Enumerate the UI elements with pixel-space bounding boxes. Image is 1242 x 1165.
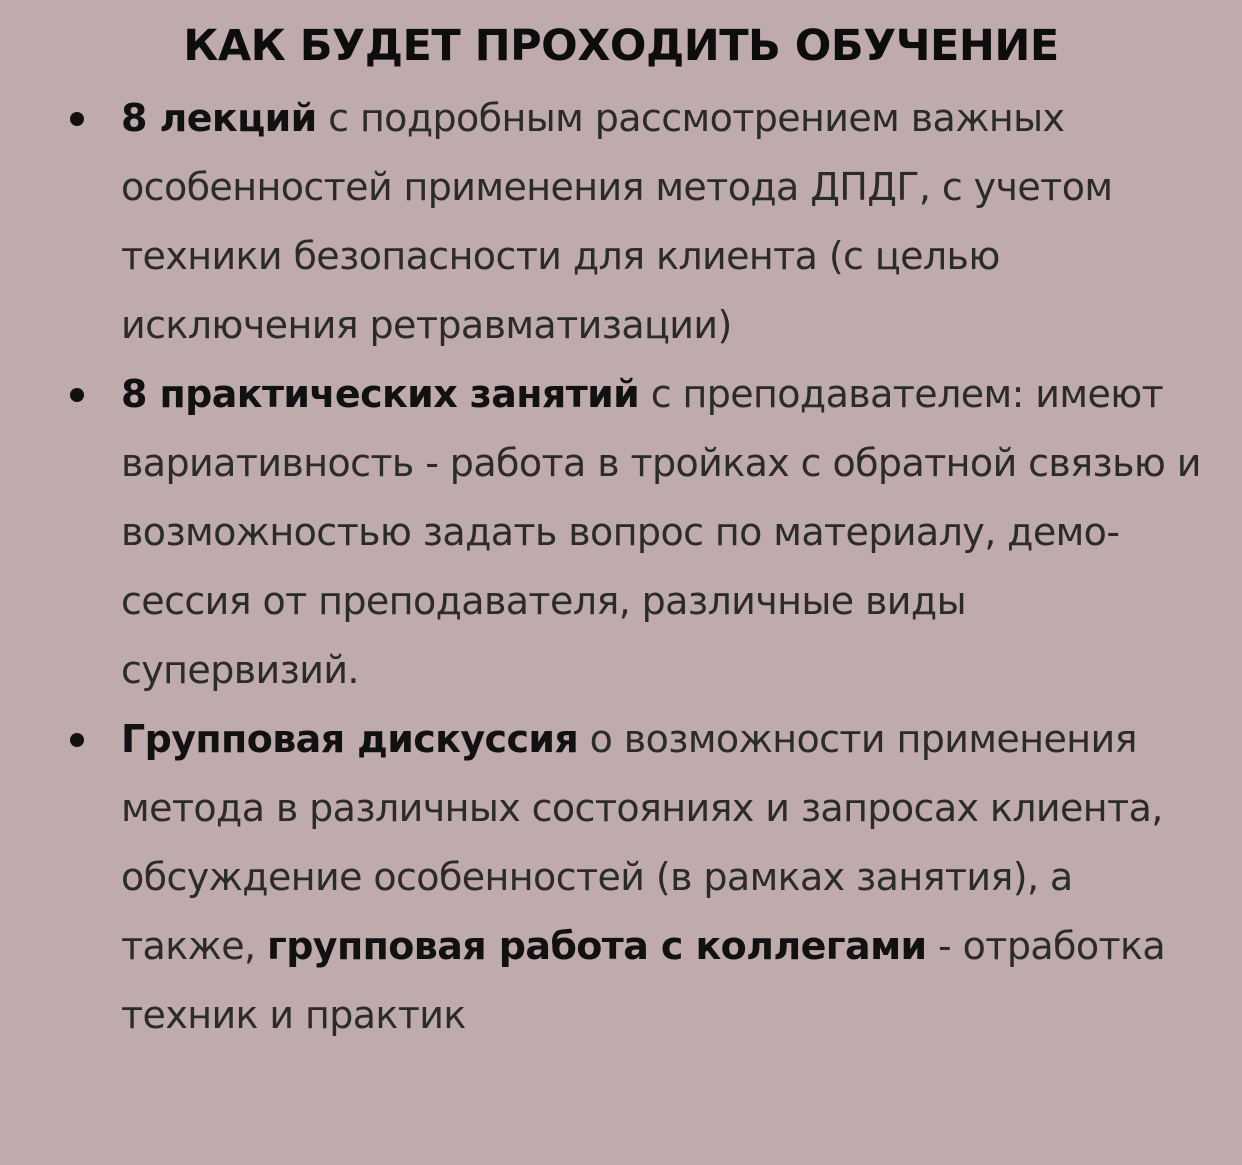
lectures-description: с подробным рассмотрением важных особенностей применения метода ДПДГ, с учетом техники безопасности для клиента (с целью исключения ретравматизации) bbox=[121, 96, 1113, 347]
bullet-icon bbox=[70, 733, 84, 747]
practice-count: 8 практических занятий bbox=[121, 372, 640, 416]
group-work-description: - отработка техник и практик bbox=[121, 924, 1166, 1037]
group-work-heading: групповая работа с коллегами bbox=[266, 924, 927, 968]
list-item-lectures bbox=[0, 84, 1242, 360]
practice-description: с преподавателем: имеют вариативность - работа в тройках с обратной связью и возможностью задать вопрос по материалу, демо-сессия от преподавателя, различные виды супервизий. bbox=[121, 372, 1201, 692]
training-format-list bbox=[0, 84, 1242, 1050]
page-title: КАК БУДЕТ ПРОХОДИТЬ ОБУЧЕНИЕ bbox=[183, 21, 1059, 71]
list-item-practice bbox=[0, 360, 1242, 705]
lectures-count: 8 лекций bbox=[121, 96, 317, 140]
discussion-heading: Групповая дискуссия bbox=[121, 717, 579, 761]
bullet-icon bbox=[70, 388, 84, 402]
list-item-discussion bbox=[0, 705, 1242, 1050]
bullet-icon bbox=[70, 112, 84, 126]
discussion-description: о возможности применения метода в различных состояниях и запросах клиента, обсуждение особенностей (в рамках занятия), а также, bbox=[121, 717, 1163, 968]
